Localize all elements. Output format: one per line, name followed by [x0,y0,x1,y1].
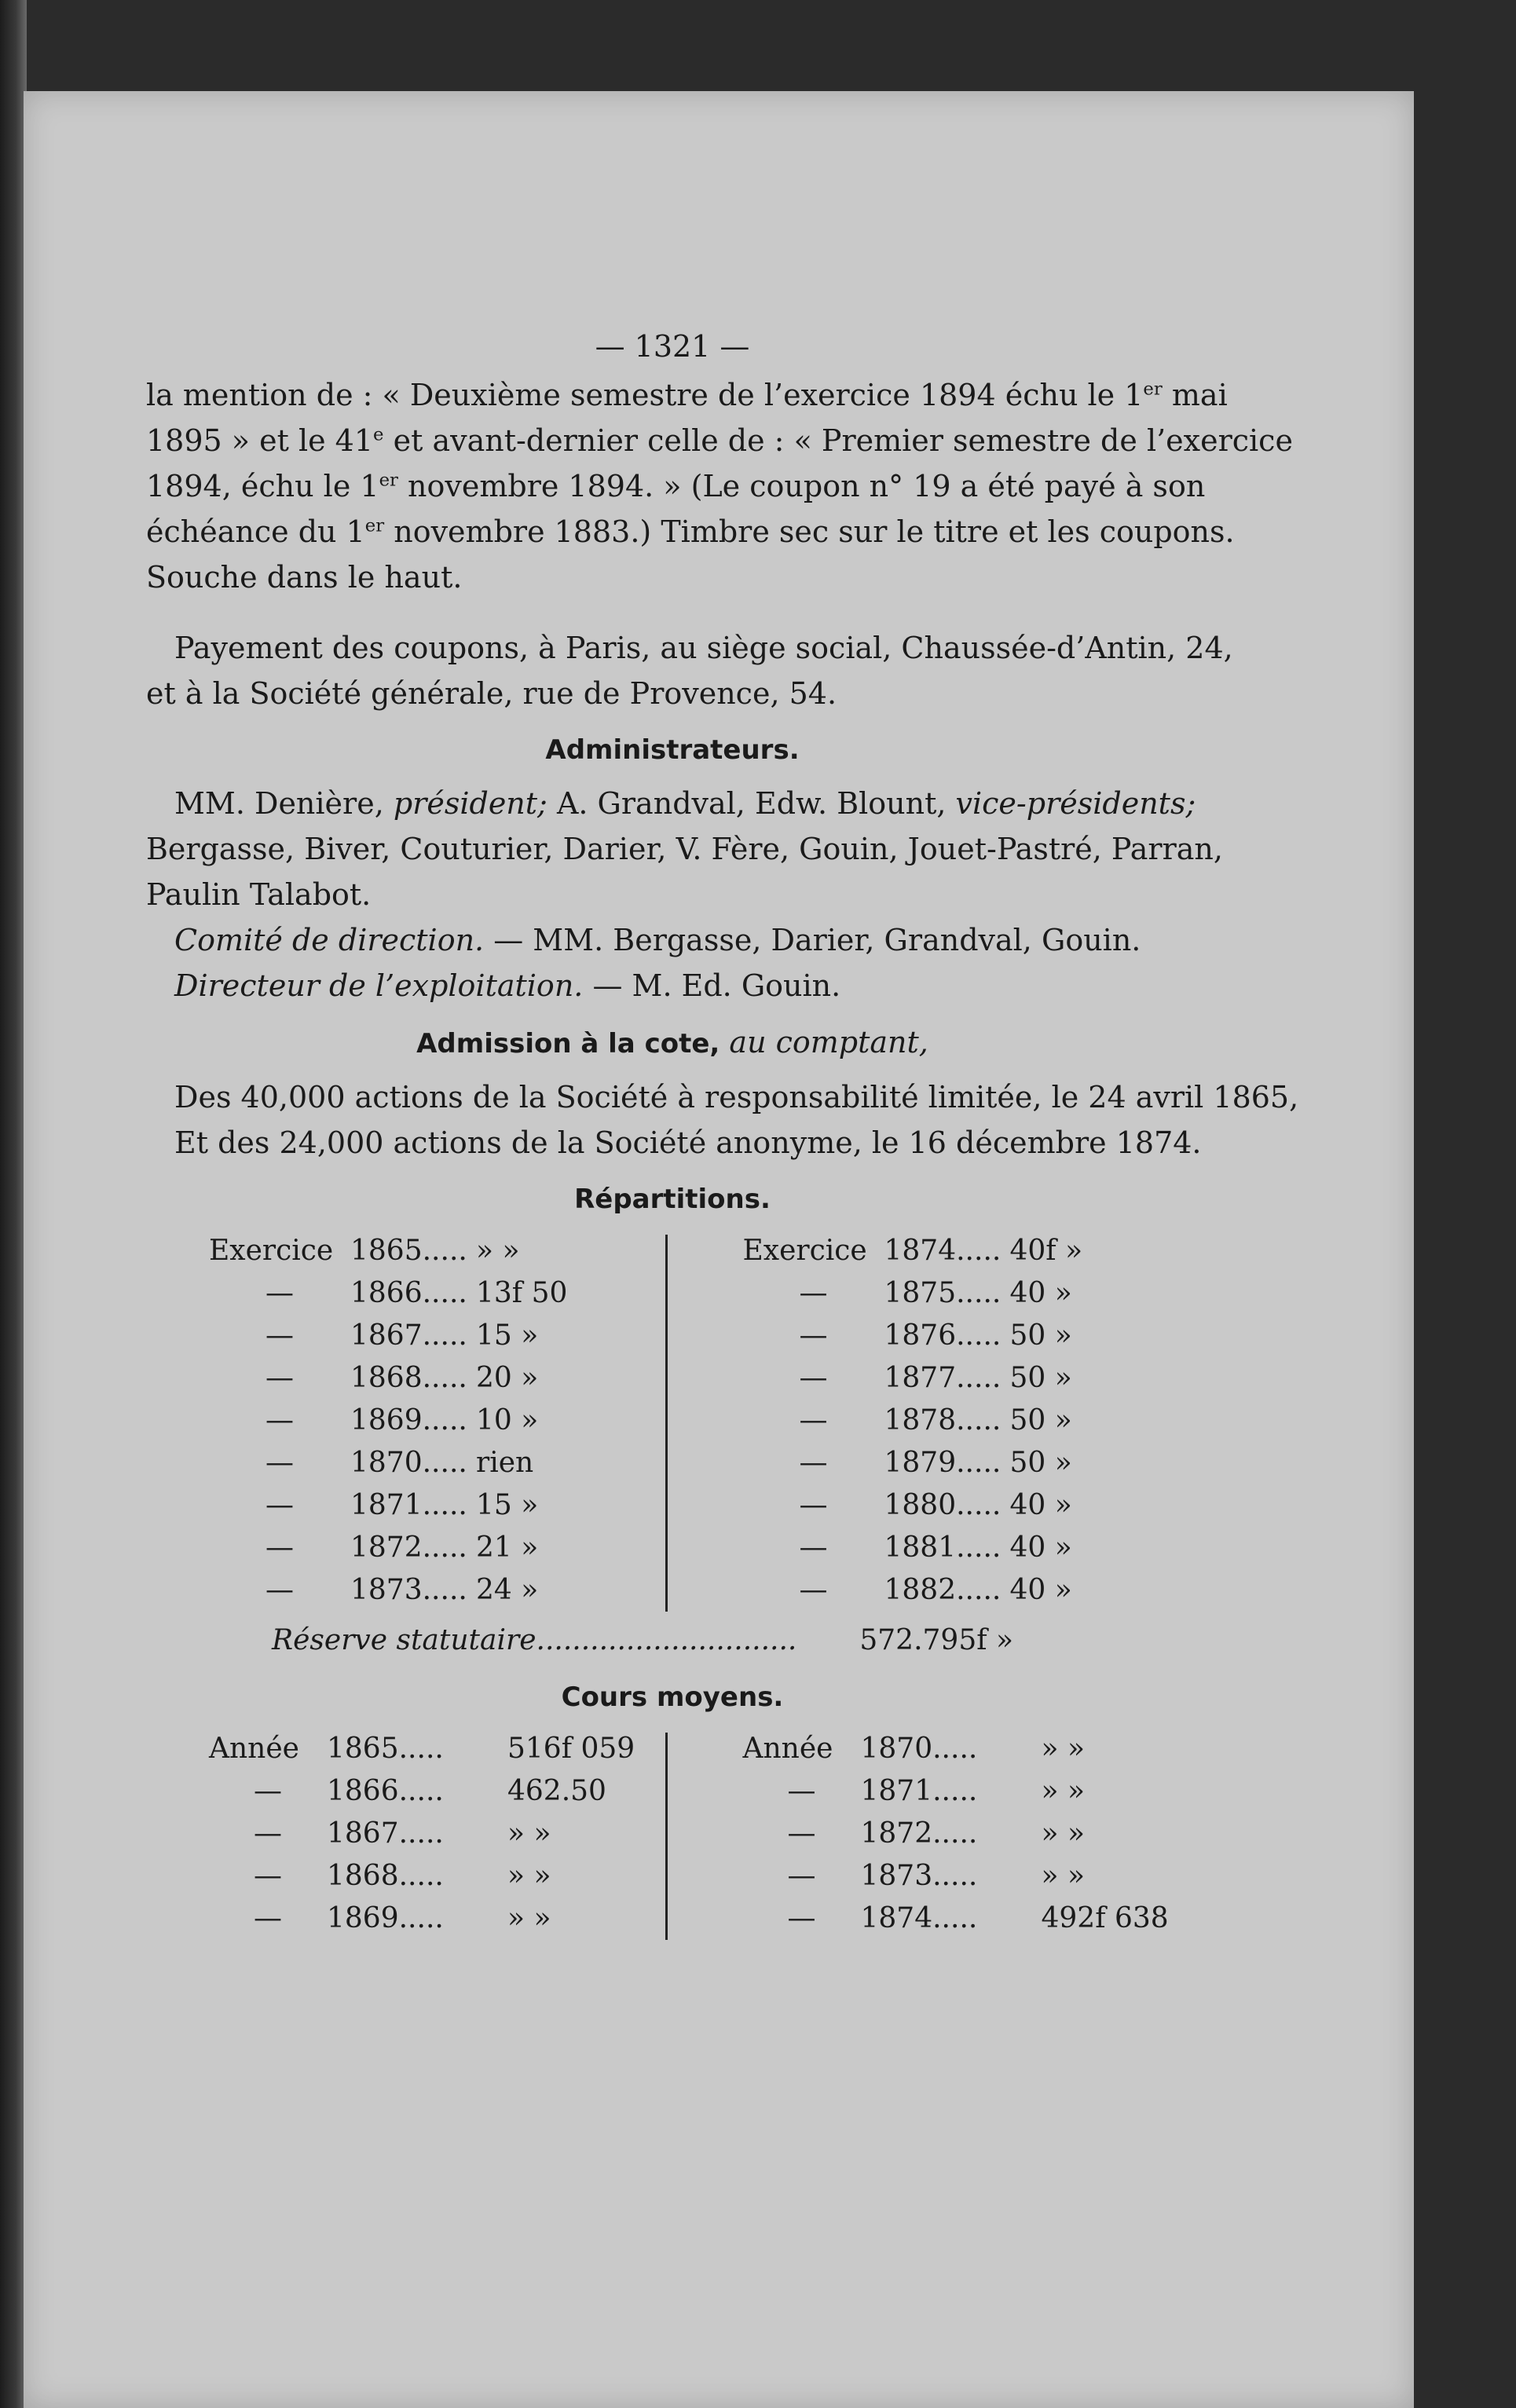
row-value: 492f 638 [1041,1902,1169,1934]
heading-administrateurs: Administrateurs. [545,734,800,766]
row-label: — [265,1404,294,1436]
table-row [743,1272,1199,1315]
table-row [209,1484,665,1527]
table-row [209,1357,665,1400]
row-year: 1875..... [884,1277,1002,1309]
heading-cours-moyens: Cours moyens. [561,1682,784,1713]
row-label: — [254,1775,282,1807]
row-label: — [787,1817,816,1850]
table-row [743,1442,1199,1484]
row-year: 1872..... [350,1532,467,1564]
row-label: — [799,1362,828,1394]
row-label: Exercice [209,1235,334,1267]
row-value: 15 » [476,1489,539,1521]
row-label: Année [742,1733,833,1765]
cours-table [146,1728,1199,1940]
row-value: 20 » [476,1362,539,1394]
table-row [209,1897,665,1940]
row-year: 1871..... [350,1489,467,1521]
row-year: 1866..... [350,1277,467,1309]
repartitions-table [146,1230,1199,1612]
table-row [743,1527,1199,1569]
row-value: » » [1041,1860,1085,1892]
row-value: 10 » [476,1404,539,1436]
row-year: 1867..... [350,1319,467,1352]
row-year: 1881..... [884,1532,1002,1564]
row-value: 15 » [476,1319,539,1352]
repartitions-left-column [146,1230,665,1612]
table-row [209,1728,665,1770]
row-label: — [265,1574,294,1606]
row-year: 1871..... [860,1775,978,1807]
row-label: — [787,1902,816,1934]
cours-right-column [668,1728,1199,1940]
table-row [743,1400,1199,1442]
table-row [209,1813,665,1855]
table-row [209,1442,665,1484]
table-row [209,1230,665,1272]
table-row [209,1569,665,1612]
row-year: 1876..... [884,1319,1002,1352]
row-label: — [265,1532,294,1564]
cours-left-column [146,1728,665,1940]
table-row [743,1569,1199,1612]
row-value: 24 » [476,1574,539,1606]
row-year: 1869..... [350,1404,467,1436]
row-label: — [799,1447,828,1479]
page-number: — 1321 — [595,329,750,364]
row-value: » » [507,1817,551,1850]
reserve-statutaire: Réserve statutaire............................. 572.795f » [272,1624,1014,1656]
row-label: — [799,1489,828,1521]
row-label: — [254,1817,282,1850]
scan-edge [0,0,27,2408]
table-row [743,1315,1199,1357]
table-row [743,1770,1199,1813]
row-year: 1867..... [327,1817,444,1850]
row-value: » » [476,1235,520,1267]
row-year: 1879..... [884,1447,1002,1479]
table-row [209,1527,665,1569]
heading-repartitions: Répartitions. [574,1184,771,1215]
row-year: 1874..... [884,1235,1002,1267]
row-label: — [799,1277,828,1309]
row-year: 1877..... [884,1362,1002,1394]
row-year: 1873..... [350,1574,467,1606]
row-year: 1874..... [860,1902,978,1934]
row-value: » » [507,1902,551,1934]
row-value: » » [507,1860,551,1892]
table-row [209,1855,665,1897]
admission-text: Des 40,000 actions de la Société à responsabilité limitée, le 24 avril 1865, Et des 24,000 actions de la Société anonyme, le 16 décembre 1874. [174,1080,1299,1160]
row-year: 1865..... [350,1235,467,1267]
row-value: 50 » [1009,1404,1072,1436]
row-label: — [265,1447,294,1479]
table-row [743,1357,1199,1400]
row-year: 1866..... [327,1775,444,1807]
row-year: 1880..... [884,1489,1002,1521]
row-label: — [254,1902,282,1934]
row-value: 40f » [1009,1235,1083,1267]
row-value: 50 » [1009,1362,1072,1394]
row-value: 516f 059 [507,1733,635,1765]
table-row [743,1484,1199,1527]
administrateurs-text: MM. Denière, président; A. Grandval, Edw. Blount, vice-présidents; Bergasse, Biver, Couturier, Darier, V. Fère, Gouin, Jouet-Pastré, Parran, Paulin Talabot. Comité de direction. — MM. Bergasse, Darier, Grandval, Gouin. Directeur de l’exploitation. — M. Ed. Gouin. [146,786,1223,1003]
row-label: — [799,1532,828,1564]
row-year: 1868..... [327,1860,444,1892]
row-year: 1870..... [350,1447,467,1479]
row-year: 1882..... [884,1574,1002,1606]
table-row [209,1400,665,1442]
row-year: 1872..... [860,1817,978,1850]
row-label: — [799,1319,828,1352]
row-value: 40 » [1009,1277,1072,1309]
heading-admission: Admission à la cote, au comptant, [416,1025,928,1059]
row-value: 40 » [1009,1574,1072,1606]
row-label: — [265,1489,294,1521]
row-label: — [787,1775,816,1807]
table-row [743,1855,1199,1897]
row-label: — [265,1362,294,1394]
row-value: 50 » [1009,1319,1072,1352]
row-value: rien [476,1447,534,1479]
row-label: — [265,1319,294,1352]
row-year: 1873..... [860,1860,978,1892]
table-row [743,1813,1199,1855]
row-year: 1878..... [884,1404,1002,1436]
table-row [743,1897,1199,1940]
table-row [743,1230,1199,1272]
book-page [24,91,1414,2408]
row-value: 40 » [1009,1489,1072,1521]
table-row [209,1315,665,1357]
row-label: — [799,1404,828,1436]
row-label: — [254,1860,282,1892]
table-row [209,1770,665,1813]
row-year: 1869..... [327,1902,444,1934]
row-label: — [799,1574,828,1606]
page-content [146,324,1299,1940]
row-label: — [265,1277,294,1309]
table-row [209,1272,665,1315]
row-label: Exercice [742,1235,867,1267]
paragraph-payement: Payement des coupons, à Paris, au siège social, Chaussée-d’Antin, 24, et à la Société générale, rue de Provence, 54. [146,631,1233,711]
row-year: 1865..... [327,1733,444,1765]
repartitions-right-column [668,1230,1199,1612]
row-year: 1868..... [350,1362,467,1394]
row-value: 40 » [1009,1532,1072,1564]
row-value: » » [1041,1775,1085,1807]
row-value: 462.50 [507,1775,606,1807]
row-value: 50 » [1009,1447,1072,1479]
paragraph-mention: la mention de : « Deuxième semestre de l’exercice 1894 échu le 1er mai 1895 » et le 41e et avant-dernier celle de : « Premier semestre de l’exercice 1894, échu le 1er novembre 1894. » (Le coupon n° 19 a été payé à son échéance du 1er novembre 1883.) Timbre sec sur le titre et les coupons. Souche dans le haut. [146,378,1293,595]
row-value: » » [1041,1817,1085,1850]
row-year: 1870..... [860,1733,978,1765]
row-label: Année [209,1733,299,1765]
row-value: » » [1041,1733,1085,1765]
row-value: 13f 50 [476,1277,568,1309]
table-row [743,1728,1199,1770]
row-value: 21 » [476,1532,539,1564]
row-label: — [787,1860,816,1892]
